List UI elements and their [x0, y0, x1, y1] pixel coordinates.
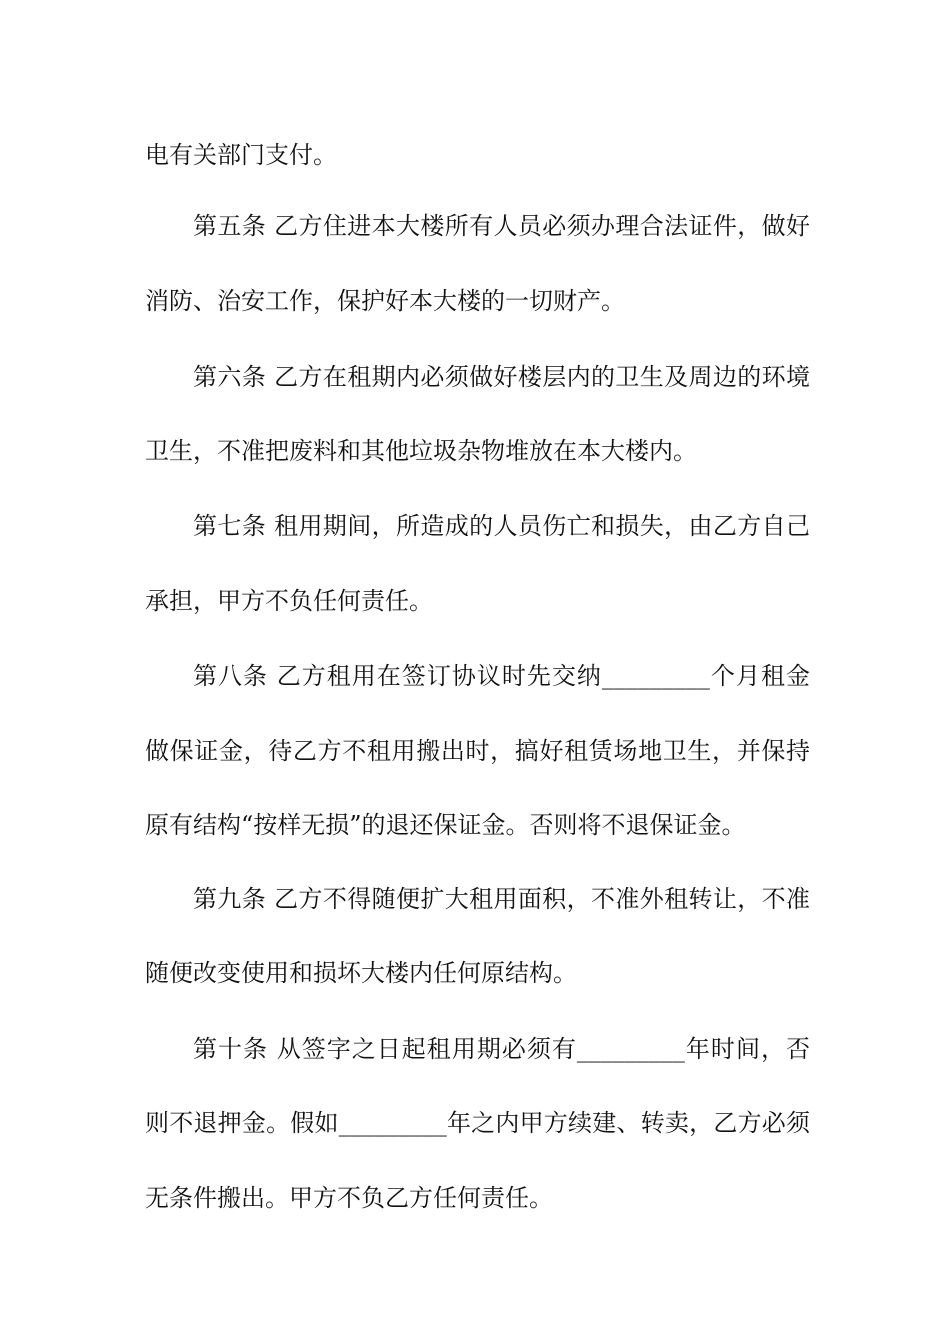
article-7-line-2: 承担，甲方不负任何责任。 — [145, 587, 433, 615]
article-5-line-2: 消防、治安工作，保护好本大楼的一切财产。 — [145, 287, 625, 315]
article-9-line-2: 随便改变使用和损坏大楼内任何原结构。 — [145, 959, 577, 987]
article-6-line-1: 第六条 乙方在租期内必须做好楼层内的卫生及周边的环境 — [193, 363, 810, 391]
article-10-line-2: 则不退押金。假如_________年之内甲方续建、转卖，乙方必须 — [145, 1109, 810, 1137]
article-8-line-1: 第八条 乙方租用在签订协议时先交纳_________个月租金 — [193, 662, 810, 690]
article-6-line-2: 卫生，不准把废料和其他垃圾杂物堆放在本大楼内。 — [145, 437, 697, 465]
article-7-line-1: 第七条 租用期间，所造成的人员伤亡和损失，由乙方自己 — [193, 512, 810, 540]
article-5-line-1: 第五条 乙方住进本大楼所有人员必须办理合法证件，做好 — [193, 212, 810, 240]
article-10-line-3: 无条件搬出。甲方不负乙方任何责任。 — [145, 1184, 553, 1212]
article-9-line-1: 第九条 乙方不得随便扩大租用面积，不准外租转让，不准 — [193, 885, 810, 913]
article-8-line-2: 做保证金，待乙方不租用搬出时，搞好租赁场地卫生，并保持 — [145, 737, 810, 765]
article-10-line-1: 第十条 从签字之日起租用期必须有_________年时间，否 — [193, 1035, 810, 1063]
article-8-line-3: 原有结构“按样无损”的退还保证金。否则将不退保证金。 — [145, 811, 746, 839]
text-line: 电有关部门支付。 — [145, 141, 337, 169]
